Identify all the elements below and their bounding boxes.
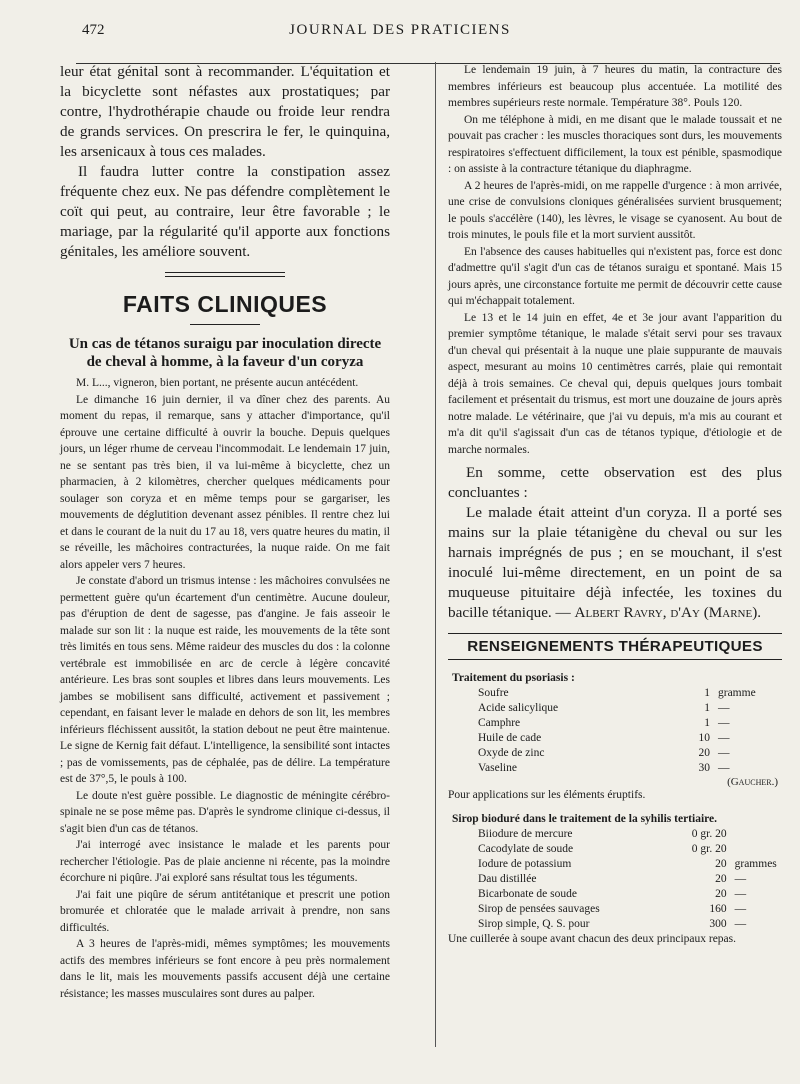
ingredient-unit xyxy=(727,842,782,857)
ingredient-name: Sirop de pensées sauvages xyxy=(478,903,600,915)
ingredient-quantity: 20 xyxy=(715,873,727,885)
ingredient-row xyxy=(478,746,766,761)
ingredient-quantity: 20 xyxy=(715,888,727,900)
ingredient-quantity: 1 xyxy=(704,717,710,729)
ingredient-unit: gramme xyxy=(718,687,756,699)
ingredient-row xyxy=(478,827,782,842)
ingredient-quantity: 0 gr. 20 xyxy=(691,843,727,855)
body-paragraph: En l'absence des causes habituelles qui n'existent pas, force est donc d'admettre qu'il s'agit d'un cas de tétanos suraigu et spontané. Mais 15 jours après, une circonstance fortuite me permit de découvrir cette cause qui m'échappait totalement. xyxy=(448,245,782,307)
ingredient-unit: — xyxy=(718,732,730,744)
body-paragraph: A 2 heures de l'après-midi, on me rappelle d'urgence : à mon arrivée, une crise de convulsions cloniques généralisées survient brusquement; le pouls s'accélère (140), les lèvres, le visage se cyanosent. Au bout de trois minutes, le pouls file et la mort survient aussitôt. xyxy=(448,179,782,241)
ingredient-row xyxy=(478,857,782,872)
body-paragraph: J'ai fait une piqûre de sérum antitétanique et prescrit une potion bromurée et chloratée que le malade arrivait à prendre, non sans difficultés. xyxy=(60,888,390,934)
body-paragraph: Le lendemain 19 juin, à 7 heures du matin, la contracture des membres inférieurs est beaucoup plus accentuée. La motilité des membres supérieurs reste normale. Température 38°. Pouls 120. xyxy=(448,64,782,109)
ingredient-quantity: 20 xyxy=(715,858,727,870)
body-paragraph: Je constate d'abord un trismus intense : les mâchoires convulsées ne permettent guère qu'un écartement d'un centimètre. Aucune douleur, pas d'éruption de dent de sagesse, pas d'angine. Je fais asseoir le malade sur son lit : la nuque est raide, les mouvements de la tête sont très limités en tous sens. Même raideur des muscles du dos : la colonne vertébrale est immobilisée en arc de cercle à légère concavité antérieure. Les bras sont souples et libres dans leurs mouvements. Les jambes se mobilisent sans difficulté, activement et passivement ; cependant, en faisant lever le malade en dehors de son lit, les membres inférieurs fléchissent aussitôt, la station debout ne peut être maintenue. Le signe de Kernig fait défaut. L'intelligence, la sensibilité sont intactes ; pas de vomissements, pas de céphalée, pas de délire. La température est de 37°,5, le pouls à 100. xyxy=(60,575,390,785)
ingredient-row xyxy=(478,887,782,902)
ingredient-quantity: 1 xyxy=(704,687,710,699)
ingredient-quantity: 1 xyxy=(704,702,710,714)
page-number: 472 xyxy=(82,22,105,38)
ingredient-unit: — xyxy=(718,747,730,759)
prescription-title: Traitement du psoriasis : xyxy=(452,672,575,684)
ingredient-name: Iodure de potassium xyxy=(478,858,572,870)
body-paragraph: M. L..., vigneron, bien portant, ne présente aucun antécédent. xyxy=(76,377,359,389)
ingredient-row xyxy=(478,842,782,857)
ingredient-row xyxy=(478,902,782,917)
ingredient-name: Soufre xyxy=(478,687,509,699)
ingredient-name: Vaseline xyxy=(478,762,517,774)
ingredient-unit xyxy=(727,827,782,842)
ingredient-row xyxy=(478,872,782,887)
ingredient-quantity: 0 gr. 20 xyxy=(691,828,727,840)
prescription-title: Sirop bioduré dans le traitement de la syhilis tertiaire. xyxy=(452,813,718,825)
section-rule xyxy=(165,272,285,277)
continued-paragraph: Il faudra lutter contre la constipation assez fréquente chez eux. Ne pas défendre complètement le coït qui peut, au contraire, leur être favorable ; le mariage, par la régularité qu'il apporte aux fonctions génitales, les améliore souvent. xyxy=(60,163,390,260)
prescription-signature: (Gaucher.) xyxy=(727,776,778,788)
ingredient-name: Biiodure de mercure xyxy=(478,828,573,840)
ingredient-quantity: 30 xyxy=(698,762,710,774)
left-column xyxy=(60,62,390,1002)
ingredient-row xyxy=(478,716,766,731)
ingredient-name: Oxyde de zinc xyxy=(478,747,545,759)
ingredient-name: Dau distillée xyxy=(478,873,537,885)
conclusion-text: Le malade était atteint d'un coryza. Il a porté ses mains sur la plaie tétanigène du cheval ou sur les harnais imprégnés de pus ; en se mouchant, il s'est inoculé lui-même directement, en un point de sa muqueuse pituitaire déjà infectée, les toxines du bacille tétanique. — xyxy=(448,504,782,621)
body-paragraph: Le doute n'est guère possible. Le diagnostic de méningite cérébro-spinale ne se pose même pas. D'après le syndrome clinique ci-dessus, il s'agit bien d'un cas de tétanos. xyxy=(60,789,390,835)
body-paragraph: Le 13 et le 14 juin en effet, 4e et 3e jour avant l'apparition du premier symptôme tétanique, le malade s'était servi pour ses travaux d'un cheval qui présentait à la nuque une plaie suppurante de mauvais aspect, mesurant au moins 10 centimètres carrés, plaie qui remontait déjà à trois semaines. Ce cheval qui, depuis quelques jours tombait facilement et présentait du trismus, est mort une douzaine de jours après notre malade. Le vétérinaire, que j'ai vu depuis, m'a mis au courant et m'a dit qu'il s'agissait d'un cas de tétanos typique, d'étiologie et de marche normales. xyxy=(448,311,782,456)
body-paragraph: A 3 heures de l'après-midi, mêmes symptômes; les mouvements actifs des membres inférieurs se font encore à peu près normalement dans le lit, mais les mouvements passifs accusent déjà une certaine résistance; les masses musculaires sont dures au palper. xyxy=(60,938,390,1000)
body-paragraph: Le dimanche 16 juin dernier, il va dîner chez des parents. Au moment du repas, il remarque, sans y attacher d'importance, qu'il éprouve une certaine difficulté à ouvrir la bouche. Depuis quelques jours, un léger rhume de cerveau l'incommodait. Le lendemain 17 juin, ne se sentant pas très bien, il va lui-même à bicyclette, chez un pharmacien, à 2 kilomètres, chercher quelques médicaments pour soulager son coryza et en même temps pour se gargariser, les mouvements de déglutition devenant assez pénibles. Il rentre chez lui et dans le courant de la nuit du 17 au 18, vers quatre heures du matin, il se réveille, les mâchoires contracturées, la nuque raide. On me fait alors appeler vers 7 heures. xyxy=(60,393,390,571)
page-header xyxy=(0,20,800,46)
continued-paragraph: leur état génital sont à recommander. L'équitation et la bicyclette sont néfastes aux prostatiques; par contre, l'hydrothérapie chaude ou froide leur rendra de grands services. On prescrira le fer, le quinquina, les arsenicaux à tous ces malades. xyxy=(60,63,390,160)
section-title: FAITS CLINIQUES xyxy=(122,291,328,317)
ingredient-unit: — xyxy=(734,918,747,930)
title-rule xyxy=(190,324,260,325)
ingredient-name: Bicarbonate de soude xyxy=(478,888,577,900)
conclusion-paragraph xyxy=(448,503,782,623)
body-paragraph: On me téléphone à midi, en me disant que le malade toussait et ne pouvait pas cracher : les muscles thoraciques sont durs, les mouvements respiratoires s'effectuent difficilement, la toux est pénible, spasmodique : on assiste à la contracture tétanique du diaphragme. xyxy=(448,113,782,175)
ingredient-row xyxy=(478,701,766,716)
prescription-table xyxy=(478,827,782,932)
body-paragraph: J'ai interrogé avec insistance le malade et les parents pour rechercher l'étiologie. Pas de plaie ancienne ni récente, pas la moindre écorchure ni piqûre. J'ai exploré sans résultat tous les téguments. xyxy=(60,839,390,884)
ingredient-row xyxy=(478,686,766,701)
prescription-table xyxy=(478,686,766,776)
ingredient-unit: — xyxy=(718,762,730,774)
ingredient-name: Acide salicylique xyxy=(478,702,559,714)
journal-title: JOURNAL DES PRATICIENS xyxy=(289,22,511,38)
article-title: Un cas de tétanos suraigu par inoculation directe de cheval à homme, à la faveur d'un coryza xyxy=(68,336,382,370)
ingredient-quantity: 10 xyxy=(698,732,710,744)
ingredient-quantity: 160 xyxy=(709,903,727,915)
prescription-note: Pour applications sur les éléments éruptifs. xyxy=(448,789,646,801)
ingredient-unit: — xyxy=(718,717,730,729)
right-column xyxy=(448,62,782,947)
ingredient-row xyxy=(478,731,766,746)
prescription-note: Une cuillerée à soupe avant chacun des deux principaux repas. xyxy=(448,933,737,945)
ingredient-row xyxy=(478,761,766,776)
ingredient-unit: — xyxy=(734,903,747,915)
ingredient-unit: — xyxy=(734,873,747,885)
conclusion-paragraph: En somme, cette observation est des plus concluantes : xyxy=(448,464,782,501)
ingredient-unit: grammes xyxy=(734,858,777,870)
section-title: RENSEIGNEMENTS THÉRAPEUTIQUES xyxy=(448,633,782,660)
ingredient-name: Sirop simple, Q. S. pour xyxy=(478,918,590,930)
ingredient-name: Camphre xyxy=(478,717,521,729)
ingredient-quantity: 300 xyxy=(709,918,727,930)
ingredient-unit: — xyxy=(718,702,730,714)
ingredient-quantity: 20 xyxy=(698,747,710,759)
author-signature: Albert Ravry, d'Ay (Marne). xyxy=(574,604,762,621)
ingredient-row xyxy=(478,917,782,932)
ingredient-name: Cacodylate de soude xyxy=(478,843,574,855)
ingredient-unit: — xyxy=(734,888,747,900)
ingredient-name: Huile de cade xyxy=(478,732,542,744)
column-divider xyxy=(435,62,436,1047)
